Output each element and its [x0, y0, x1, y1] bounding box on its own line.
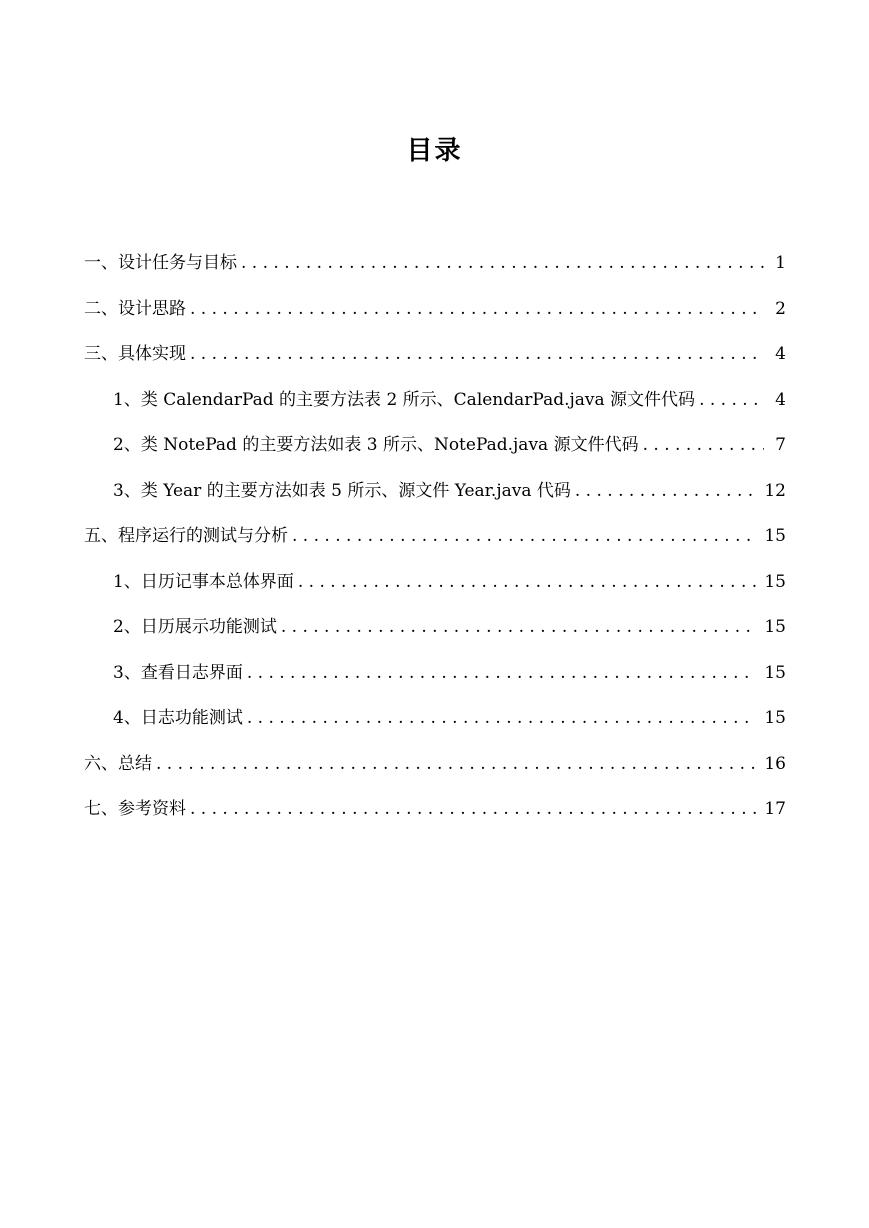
toc-entry[interactable] — [84, 794, 786, 840]
toc-page-number: 15 — [764, 526, 786, 546]
toc-page-number: 15 — [764, 662, 786, 683]
toc-subentry[interactable] — [84, 658, 786, 704]
toc-entry[interactable] — [84, 521, 786, 567]
toc-entry-text: 4、日志功能测试 — [113, 708, 243, 728]
toc-subentry[interactable] — [84, 430, 786, 476]
toc-subentry[interactable] — [84, 385, 786, 431]
toc-page-number: 4 — [775, 344, 786, 364]
toc-dot-leader — [281, 617, 756, 637]
toc-entry[interactable] — [84, 294, 786, 340]
toc-subentry[interactable] — [84, 567, 786, 613]
toc-page-number: 15 — [764, 617, 786, 637]
toc-dot-leader — [298, 572, 756, 592]
toc-dot-leader — [575, 481, 756, 501]
toc-page-number: 4 — [775, 389, 786, 410]
toc-page-number: 7 — [775, 435, 786, 455]
table-of-contents — [84, 248, 786, 840]
toc-entry[interactable] — [84, 248, 786, 294]
toc-entry-text: 3、类 Year 的主要方法如表 5 所示、源文件 Year.java 代码 — [113, 480, 571, 501]
toc-dot-leader — [241, 253, 764, 273]
toc-page-number: 12 — [764, 480, 786, 501]
toc-entry-text: 七、参考资料 — [84, 799, 186, 819]
toc-dot-leader — [190, 299, 764, 319]
toc-page-number: 15 — [764, 571, 786, 592]
toc-dot-leader — [190, 799, 756, 819]
toc-dot-leader — [643, 435, 764, 455]
toc-entry-text: 3、查看日志界面 — [113, 662, 243, 683]
toc-page-number: 16 — [764, 753, 786, 774]
toc-entry-text: 六、总结 — [84, 753, 152, 774]
toc-dot-leader — [699, 390, 764, 410]
toc-page-number: 2 — [775, 298, 786, 319]
toc-dot-leader — [247, 708, 756, 728]
toc-entry-text: 二、设计思路 — [84, 298, 186, 319]
toc-dot-leader — [156, 754, 756, 774]
toc-dot-leader — [292, 526, 756, 546]
toc-entry-text: 1、日历记事本总体界面 — [113, 571, 294, 592]
toc-subentry[interactable] — [84, 476, 786, 522]
toc-entry-text: 2、日历展示功能测试 — [113, 617, 277, 637]
toc-page-number: 1 — [775, 253, 786, 273]
toc-subentry[interactable] — [84, 612, 786, 658]
toc-entry-text: 一、设计任务与目标 — [84, 253, 237, 273]
toc-dot-leader — [190, 344, 764, 364]
toc-entry[interactable] — [84, 339, 786, 385]
toc-dot-leader — [247, 663, 756, 683]
page-title: 目录 — [406, 136, 463, 166]
toc-entry-text: 三、具体实现 — [84, 344, 186, 364]
toc-entry-text: 五、程序运行的测试与分析 — [84, 526, 288, 546]
toc-page-number: 15 — [764, 708, 786, 728]
toc-page-number: 17 — [764, 799, 786, 819]
toc-entry-text: 2、类 NotePad 的主要方法如表 3 所示、NotePad.java 源文件代码 — [113, 435, 639, 455]
toc-subentry[interactable] — [84, 703, 786, 749]
toc-entry[interactable] — [84, 749, 786, 795]
toc-entry-text: 1、类 CalendarPad 的主要方法表 2 所示、CalendarPad.java 源文件代码 — [113, 389, 696, 410]
